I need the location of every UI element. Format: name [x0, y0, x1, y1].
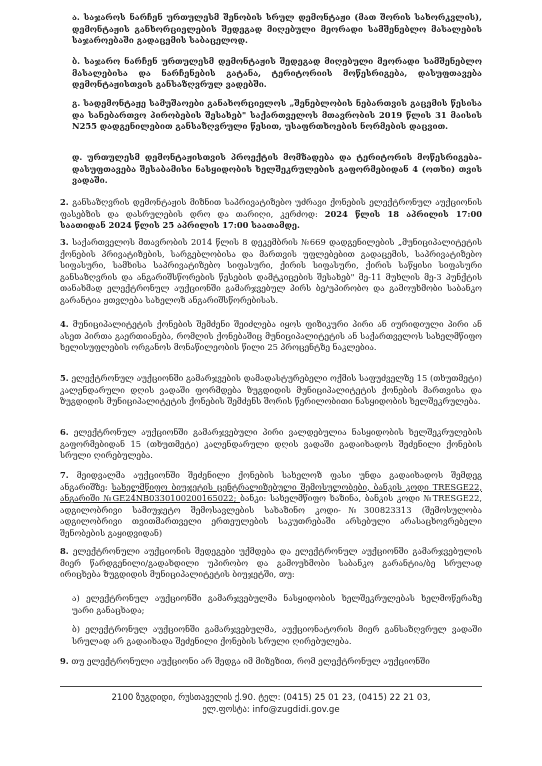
- paragraph-number: 8.: [60, 546, 69, 556]
- paragraph-5: [60, 373, 482, 408]
- paragraph-number: 9.: [60, 656, 69, 666]
- paragraph-6: [60, 427, 482, 462]
- lettered-item-c: გ. სადემონტაჟე სამუშაოები განახორციელოს „შენებლობის ნებართვის გაცემის წესისა და სანებართვო პირობების შესახებ" საქართველოს მთავრობის 2019 წლის 31 მაისის N255 დადგენილებით განსაზღვრული წესით, უსაფრთხოების ნორმების დაცვით.: [72, 98, 482, 132]
- lettered-item-b: ბ. საჯარო ნარჩენ ურთულესმ დემონტაჟის შედეგად მიღებული მეორადი სამშენებლო მასალებისა და ნარჩენების გატანა, ტერიტორიის მოწესრიგება, დასუფთავება დემონტაჟისთვის განსაზღვრულ ვადებში.: [72, 56, 482, 90]
- paragraph-text: მეიდვალმა აუქციონში შეძენილი ქონების სახელოზ ფასი უნდა გადაიხადოს შემდეგ ანგარიშზე:: [60, 470, 482, 492]
- paragraph-7: [60, 470, 482, 540]
- paragraph-text: საქართველოს მთავრობის 2014 წლის 8 დეკემბრის №669 დადგენილების „მუნიციპალიტეტის ქონების პრივატიზების, სარგებლობისა და მართვის უფლებებით გადაცემის, საპრივატიზებო სიფასური, სამხისა საპრივატიზებო სიფასური, ქირის სიფასური, ქირის საწყისი სიფასური განსაზღვრის და ანგარიშსწორების წესების დამტკიცების შესახებ" მე-11 მუხლის მე-3 პუნქტის თანახმად ელექტრონულ აუქციონში გამარჯვებულ პირს ბე/უპირობო და გამოუხმობი საბანკო გარანტია ჟთვლება სახელოზ ანგარიშსწორებისას.: [60, 237, 482, 305]
- paragraph-9: [60, 656, 482, 668]
- paragraph-text: თუ ელექტრონული აუქციონი არ შედგა იმ მიზეზით, რომ ელექტრონულ აუქციონში: [71, 656, 430, 666]
- bank-account-text: სახელმწიფო ბიუჯეტის ცენტრალიზებული შემოსულობები, ბანკის კოდი TRESGE22, ანგარიში №GE24NB0330100200165022;: [60, 481, 483, 504]
- footer-divider: [60, 686, 482, 687]
- paragraph-number: 6.: [60, 427, 69, 437]
- footer-email: ელ.ფოსტა: info@zugdidi.gov.ge: [202, 705, 340, 715]
- paragraph-text: ელექტრონულ აუქციონში გამარჯვების დამადასტურებელი ოქმის საფუძველზე 15 (თხუთმეტი) კალენდარული დღის ვადაში ფორმდება ზუგდიდის მუნიციპალიტეტის ქონების მართვისა და ზუგდიდის მუნიციპალიტეტის ქონების შემძენს შორის წერილობითი ნასყიდობის ხელშეკრულება.: [60, 373, 483, 407]
- sub-item-a: ა) ელექტრონულ აუქციონში გამარჯვებულმა ნასყიდობის ხელშეკრულებას ხელმოწერაზე უარი განაცხადა;: [72, 593, 482, 615]
- paragraph-number: 4.: [60, 319, 69, 329]
- paragraph-number: 3.: [60, 237, 69, 247]
- paragraph-2: [60, 197, 482, 232]
- lettered-item-d: დ. ურთულესმ დემონტაჟისთვის პროექტის მომზადება და ტერიტორის მოწესრიგება-დასუფთავება შესაბამისი ნასყიდობის ხელშეკრულების გაფორმებიდან 4 (ოთხი) თვის ვადაში.: [72, 152, 482, 186]
- paragraph-number: 2.: [60, 197, 69, 207]
- paragraph-3: [60, 237, 482, 307]
- paragraph-4: [60, 319, 482, 354]
- paragraph-text: განსაზღვრის დემონტაჟის მიზნით საპრივატიზებო უძრავი ქონების ელექტრონულ აუქციონის ფასებზის და დასრულების დრო და თარიღი, კერძოდ:: [60, 197, 482, 219]
- paragraph-text: ელექტრონული აუქციონის შედეგები უქმდება და ელექტრონულ აუქციონში გამარჯვებულის მიერ წარდგენილი/გადახდილი უპირობო და გამოუხმობი საბანკო გარანტია/ბე სრულად ირიცხება ზუგდიდის მუნიციპალიტეტის ბიუჯეტში, თუ:: [60, 546, 483, 580]
- lettered-item-a: ა. საჯაროს ნარჩენ ურთულესმ შენობის სრულ დემონტაჟი (მათ შორის სახორკვლის), დემონტაჟის განხორციელების შედეგად მიღებული მეორადი სამშენებლო მასალების საჯაროებაში გადაცემის საბაცელოდ.: [72, 12, 482, 46]
- paragraph-number: 5.: [60, 373, 69, 383]
- paragraph-number: 7.: [60, 470, 69, 480]
- paragraph-text-tail: ბანკი: სახელმწიფო ხაზინა, ბანკის კოდი №TRESGE22, ადგილობრივი სამიუჯეტო შემოსავლების სახაზინო კოდი-№300823313 (შემოსულობა ადგილობრივი თვითმართველი ერთეულების საკუთრებაში არსებული არასაცხოვრებელი შენობების გაყიდვიდან): [60, 493, 482, 538]
- paragraph-text: ელექტრონულ აუქციონში გამარჯვებული პირი ვალდებულია ნასყიდობის ხელშეკრულების გაფორმებიდან 15 (თხუთმეტი) კალენდარული დღის ვადაში გადაიხადოს შეძენილი ქონების სრული ღირებულება.: [60, 427, 482, 461]
- deadline-text: 2024 წლის 18 აპრილის 17:00 საათიდან 2024 წლის 25 აპრილის 17:00 საათამდე.: [60, 208, 482, 231]
- footer-address: 2100 ზუგდიდი, რუსთაველის ქ.90. ტელ: (0415) 25 01 23, (0415) 22 21 03,: [111, 693, 431, 703]
- paragraph-text: მუნიციპალიტეტის ქონების შემძენი შეიძლება იყოს ფიზიკური პირი ან იურიდიული პირი ან ასეთ პირთა გაერთიანება, რომლის ქონებაშიც მუნიციპალიტეტის ან საქართველოს სახელმწიფო ხელისუფლების ორგანოს მონაწილეობის წილი 25 პროცენტზე ნაკლებია.: [60, 319, 482, 353]
- paragraph-8: [60, 546, 482, 581]
- sub-item-b: ბ) ელექტრონულ აუქციონში გამარჯვებულმა, აუქციონატორის მიერ განსაზღვრულ ვადაში სრულად არ გადაიხადა შეძენილი ქონების სრული ღირებულება.: [72, 624, 482, 646]
